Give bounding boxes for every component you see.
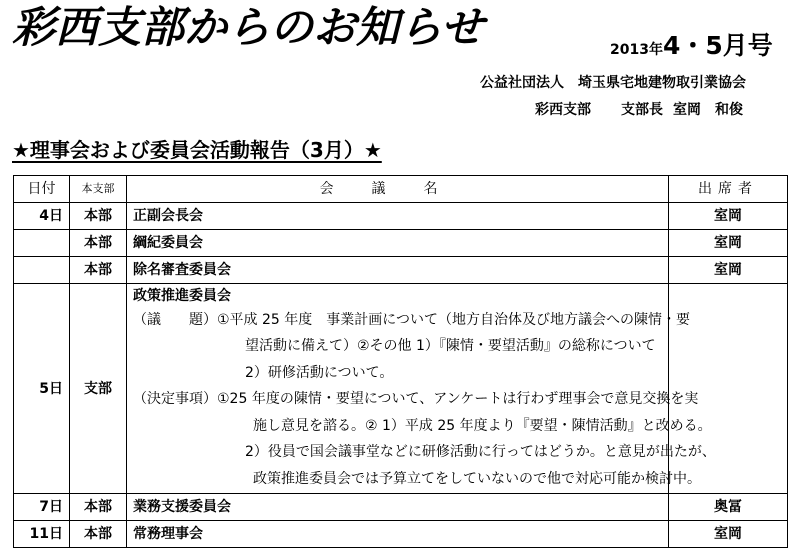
table-row [14, 203, 788, 230]
row-date: 7日 [14, 494, 70, 521]
org-association: 埼玉県宅地建物取引業協会 [578, 75, 746, 91]
leader-name: 室岡 和俊 [673, 102, 743, 118]
detail-line: 望活動に備えて）②その他 1）『陳情・要望活動』の総称について [245, 338, 656, 355]
header-branch: 本支部 [70, 176, 127, 203]
row-meeting: 除名審査委員会 [127, 257, 669, 284]
detail-line: （決定事項）①25 年度の陳情・要望について、アンケートは行わず理事会で意見交換を実 [133, 391, 699, 408]
row-date [14, 257, 70, 284]
organization-line [480, 72, 746, 92]
row-branch: 支部 [70, 284, 127, 494]
table-row [14, 494, 788, 521]
row-branch: 本部 [70, 257, 127, 284]
branch-leader-line [535, 99, 743, 119]
table-row [14, 257, 788, 284]
table-header-row [14, 176, 788, 203]
row-attendee: 室岡 [669, 230, 788, 257]
row-date: 5日 [14, 284, 70, 494]
row-date [14, 230, 70, 257]
section-title: ★理事会および委員会活動報告（3月）★ [12, 138, 382, 162]
meeting-name: 政策推進委員会 [133, 287, 231, 304]
row-branch: 本部 [70, 521, 127, 548]
activity-report-table [13, 175, 788, 548]
row-date: 11日 [14, 521, 70, 548]
header-meeting: 会議名 [127, 176, 669, 203]
issue-month: 4・5月号 [662, 31, 773, 60]
row-attendee: 室岡 [669, 203, 788, 230]
issue-label [610, 26, 773, 62]
row-meeting: 正副会長会 [127, 203, 669, 230]
row-meeting: 綱紀委員会 [127, 230, 669, 257]
row-branch: 本部 [70, 203, 127, 230]
leader-role: 支部長 [621, 102, 663, 118]
row-branch: 本部 [70, 494, 127, 521]
row-branch: 本部 [70, 230, 127, 257]
detail-line: 施し意見を諮る。② 1）平成 25 年度より『要望・陳情活動』と改める。 [253, 417, 712, 434]
row-attendee: 室岡 [669, 257, 788, 284]
table-row-detail [14, 284, 788, 494]
detail-line: 2）研修活動について。 [245, 364, 394, 381]
header-date: 日付 [14, 176, 70, 203]
row-attendee: 室岡 [669, 521, 788, 548]
header-attendee: 出席者 [669, 176, 788, 203]
issue-year: 2013年 [610, 42, 663, 58]
row-attendee: 奥冨 [669, 494, 788, 521]
table-row [14, 230, 788, 257]
org-type: 公益社団法人 [480, 75, 564, 91]
row-meeting: 業務支援委員会 [127, 494, 669, 521]
detail-line: 2）役員で国会議事堂などに研修活動に行ってはどうか。と意見が出たが、 [245, 444, 716, 461]
detail-line: 政策推進委員会では予算立てをしていないので他で対応可能か検討中。 [253, 470, 701, 487]
detail-line: （議 題）①平成 25 年度 事業計画について（地方自治体及び地方議会への陳情・要 [133, 311, 690, 328]
row-date: 4日 [14, 203, 70, 230]
row-meeting: 常務理事会 [127, 521, 669, 548]
page-title: 彩西支部からのお知らせ [12, 3, 484, 53]
row-meeting-detail [127, 284, 716, 494]
table-row [14, 521, 788, 548]
branch-name: 彩西支部 [535, 102, 591, 118]
